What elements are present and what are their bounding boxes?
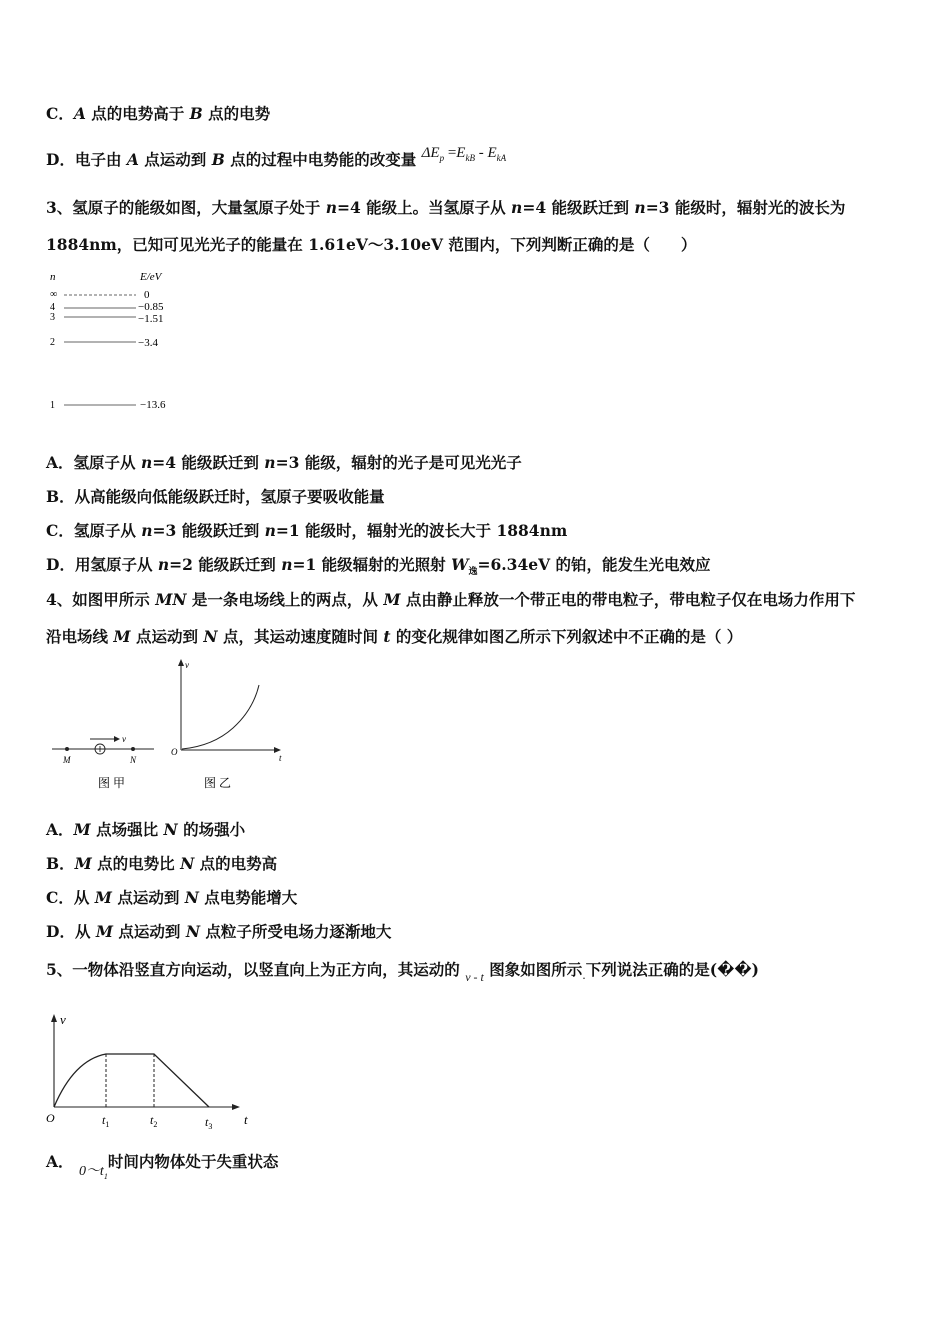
vt-curve	[54, 1054, 209, 1107]
q4-option-b: B．M 点的电势比 N 点的电势高	[46, 854, 278, 873]
svg-text:v: v	[185, 660, 189, 670]
q3-option-a: A．氢原子从 n=4 能级跃迁到 n=3 能级，辐射的光子是可见光光子	[46, 453, 522, 472]
svg-text:t: t	[244, 1112, 248, 1127]
svg-text:3: 3	[50, 312, 55, 323]
svg-text:1: 1	[50, 400, 55, 411]
q4-option-c: C．从 M 点运动到 N 点电势能增大	[46, 888, 298, 907]
svg-text:t2: $t_2$	[150, 1113, 158, 1129]
q3-stem-line1: 3、氢原子的能级如图，大量氢原子处于 n=4 能级上。当氢原子从 n=4 能级跃迁到 n=3 能级时，辐射光的波长为	[46, 198, 846, 217]
svg-text:0: 0	[144, 289, 150, 301]
q4-stem-line1: 4、如图甲所示 MN 是一条电场线上的两点，从 M 点由静止释放一个带正电的带电粒子，带电粒子仅在电场力作用下	[46, 590, 856, 609]
svg-text:4: 4	[50, 302, 55, 313]
level-2	[50, 337, 158, 349]
q3-option-d: D．用氢原子从 n=2 能级跃迁到 n=1 能级辐射的光照射 $W_逸=6.34eV$ 的铂，能发生光电效应	[46, 555, 711, 578]
svg-text:v: v	[60, 1012, 66, 1027]
svg-text:−1.51: −1.51	[138, 313, 164, 325]
q5-stem: 5、一物体沿竖直方向运动，以竖直向上为正方向，其运动的 $_{v - t}$ 图象如图所示$_.$下列说法正确的是(��)	[46, 960, 759, 984]
q2-option-d: D．电子由 A 点运动到 B 点的过程中电势能的改变量 $\Delta E_p =E_{kB} - E_{kA}$	[46, 145, 507, 169]
svg-text:−3.4: −3.4	[138, 337, 158, 349]
level-4	[50, 301, 164, 313]
svg-text:−0.85: −0.85	[138, 301, 164, 313]
svg-text:t1: $t_1$	[102, 1113, 110, 1129]
velocity-curve	[182, 685, 259, 749]
svg-text:M: M	[63, 755, 71, 765]
level-inf	[50, 289, 150, 301]
svg-text:图 乙: 图 乙	[204, 776, 232, 790]
level-3	[50, 312, 163, 325]
q5-vt-graph	[44, 1012, 254, 1132]
time-range: $0\sim t_1$	[78, 1164, 108, 1181]
q5-option-a: A． $0\sim t_1$时间内物体处于失重状态	[46, 1152, 279, 1181]
svg-text:−13.6: −13.6	[140, 399, 166, 411]
q3-stem-line2: 1884nm，已知可见光光子的能量在 1.61eV～3.10eV 范围内，下列判断正确的是（ ）	[46, 235, 697, 254]
e-header: E/eV	[140, 271, 162, 283]
n-header: n	[50, 271, 56, 283]
q2-option-c: C．A 点的电势高于 B 点的电势	[46, 104, 271, 123]
q4-option-d: D．从 M 点运动到 N 点粒子所受电场力逐渐地大	[46, 922, 392, 941]
svg-text:2: 2	[50, 337, 55, 348]
q3-option-c: C．氢原子从 n=3 能级跃迁到 n=1 能级时，辐射光的波长大于 1884nm	[46, 521, 568, 540]
svg-text:v: v	[122, 734, 126, 744]
q4-stem-line2: 沿电场线 M 点运动到 N 点，其运动速度随时间 t 的变化规律如图乙所示下列叙述中不正确的是（ ）	[46, 627, 743, 646]
figure-yi-vt-graph	[168, 658, 293, 792]
energy-change-formula: $\Delta E_p =E_{kB} - E_{kA}$	[421, 145, 507, 163]
energy-level-diagram	[46, 266, 196, 416]
q3-option-b: B．从高能级向低能级跃迁时，氢原子要吸收能量	[46, 487, 385, 506]
svg-text:O: O	[46, 1111, 55, 1125]
level-1	[50, 399, 166, 411]
svg-text:N: N	[130, 755, 137, 765]
svg-text:O: O	[171, 747, 178, 757]
svg-text:t3: $t_3$	[205, 1115, 213, 1131]
q4-option-a: A．M 点场强比 N 的场强小	[46, 820, 246, 839]
svg-text:图 甲: 图 甲	[98, 776, 126, 790]
svg-text:t: t	[279, 753, 282, 763]
figure-jia-field-line	[52, 730, 162, 792]
svg-text:∞: ∞	[50, 289, 58, 300]
